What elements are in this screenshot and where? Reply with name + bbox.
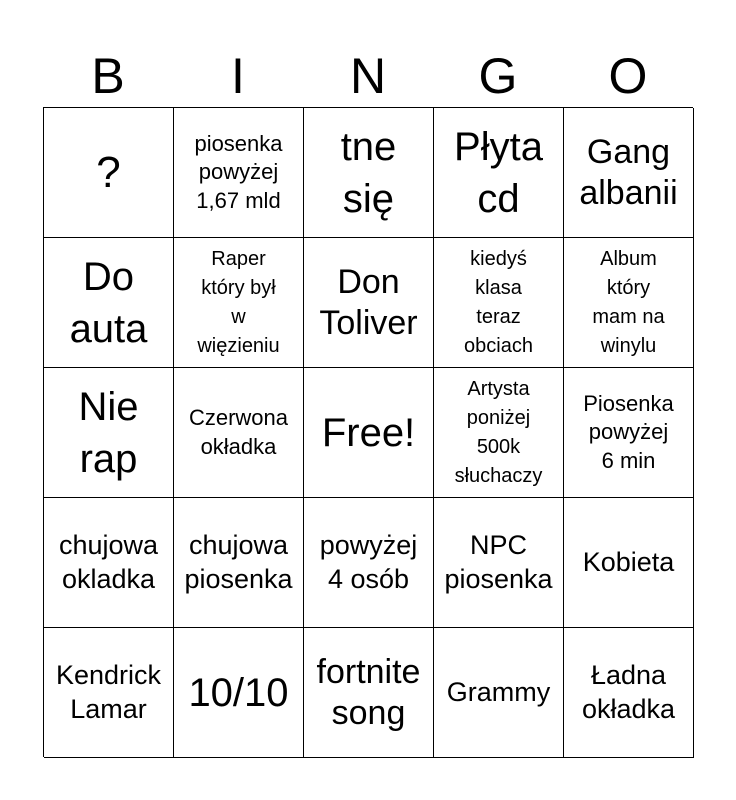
cell-text: Gang albanii — [579, 132, 678, 212]
cell-text: Artysta poniżej 500k słuchaczy — [454, 377, 543, 487]
cell-text: Grammy — [446, 676, 551, 707]
bingo-cell-r1-c3[interactable] — [434, 238, 564, 368]
cell-text: kiedyś klasa teraz obciach — [464, 247, 533, 357]
bingo-cell-r3-c4[interactable] — [564, 498, 694, 628]
cell-text: Free! — [321, 410, 416, 455]
cell-text: chujowa piosenka — [184, 529, 293, 594]
cell-text: Nie rap — [78, 384, 139, 481]
cell-text: NPC piosenka — [444, 529, 553, 594]
bingo-cell-r0-c3[interactable] — [434, 108, 564, 238]
header-letter-n: N — [349, 48, 387, 104]
bingo-grid — [43, 107, 693, 757]
cell-text: 10/10 — [188, 670, 289, 715]
bingo-cell-r0-c2[interactable] — [304, 108, 434, 238]
bingo-cell-r0-c1[interactable] — [174, 108, 304, 238]
cell-text: fortnite song — [316, 652, 421, 732]
bingo-cell-r3-c3[interactable] — [434, 498, 564, 628]
bingo-cell-r0-c4[interactable] — [564, 108, 694, 238]
cell-text: Ładna okładka — [581, 659, 676, 724]
bingo-cell-r1-c4[interactable] — [564, 238, 694, 368]
bingo-cell-r2-c1[interactable] — [174, 368, 304, 498]
cell-text: Do auta — [69, 254, 148, 351]
cell-text: tne się — [340, 124, 397, 221]
bingo-cell-r4-c1[interactable] — [174, 628, 304, 758]
bingo-cell-r1-c2[interactable] — [304, 238, 434, 368]
bingo-cell-r4-c2[interactable] — [304, 628, 434, 758]
cell-text: Płyta cd — [454, 124, 543, 221]
cell-text: Czerwona okładka — [188, 404, 289, 459]
header-letter-o: O — [608, 48, 648, 104]
bingo-cell-r4-c0[interactable] — [44, 628, 174, 758]
header-letter-i: I — [231, 48, 245, 104]
cell-text: Album który mam na winylu — [592, 247, 665, 357]
bingo-cell-r4-c3[interactable] — [434, 628, 564, 758]
bingo-cell-r3-c0[interactable] — [44, 498, 174, 628]
cell-text: Raper który był w więzieniu — [197, 247, 280, 357]
bingo-cell-r1-c0[interactable] — [44, 238, 174, 368]
bingo-cell-r2-c0[interactable] — [44, 368, 174, 498]
cell-text: Piosenka powyżej 6 min — [583, 390, 674, 473]
bingo-cell-r3-c1[interactable] — [174, 498, 304, 628]
bingo-cell-r2-c2[interactable] — [304, 368, 434, 498]
cell-text: powyżej 4 osób — [319, 529, 418, 594]
header-letter-b: B — [91, 48, 125, 104]
cell-text: chujowa okladka — [58, 529, 159, 594]
header-letter-g: G — [478, 48, 518, 104]
bingo-cell-r0-c0[interactable] — [44, 108, 174, 238]
cell-text: piosenka powyżej 1,67 mld — [194, 130, 283, 213]
bingo-cell-r2-c4[interactable] — [564, 368, 694, 498]
cell-text: Kobieta — [582, 546, 675, 577]
bingo-cell-r1-c1[interactable] — [174, 238, 304, 368]
cell-text: Don Toliver — [319, 262, 418, 342]
bingo-header — [43, 44, 693, 108]
bingo-cell-r4-c4[interactable] — [564, 628, 694, 758]
bingo-cell-r2-c3[interactable] — [434, 368, 564, 498]
cell-text: Kendrick Lamar — [55, 659, 162, 724]
cell-text: ? — [96, 147, 121, 197]
bingo-cell-r3-c2[interactable] — [304, 498, 434, 628]
